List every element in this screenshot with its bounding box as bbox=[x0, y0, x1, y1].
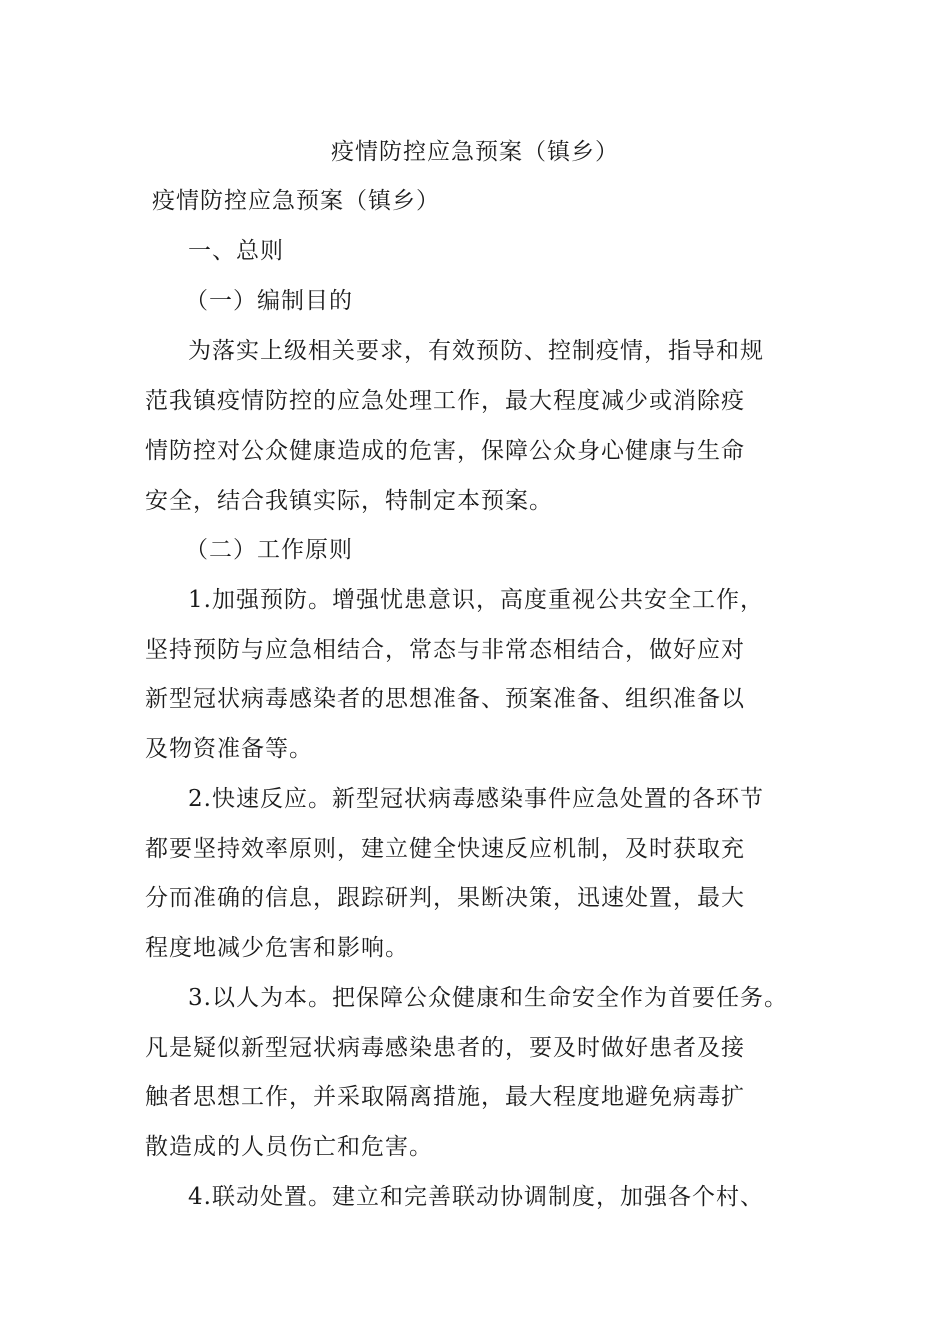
principle-1-line-2: 坚持预防与应急相结合，常态与非常态相结合，做好应对 bbox=[145, 637, 745, 663]
document-title: 疫情防控应急预案（镇乡） bbox=[331, 139, 619, 165]
principle-2-line-4: 程度地减少危害和影响。 bbox=[145, 935, 409, 961]
principle-4-line-1: 4.联动处置。建立和完善联动协调制度，加强各个村、 bbox=[188, 1184, 764, 1210]
principle-1-line-3: 新型冠状病毒感染者的思想准备、预案准备、组织准备以 bbox=[145, 686, 745, 712]
purpose-line-3: 情防控对公众健康造成的危害，保障公众身心健康与生命 bbox=[145, 438, 745, 464]
purpose-line-1: 为落实上级相关要求，有效预防、控制疫情，指导和规 bbox=[188, 338, 764, 364]
purpose-line-4: 安全，结合我镇实际，特制定本预案。 bbox=[145, 488, 553, 514]
principle-2-line-1: 2.快速反应。新型冠状病毒感染事件应急处置的各环节 bbox=[188, 786, 764, 812]
principle-1-line-4: 及物资准备等。 bbox=[145, 736, 313, 762]
principle-3-line-1: 3.以人为本。把保障公众健康和生命安全作为首要任务。 bbox=[188, 985, 788, 1011]
subsection-heading-principles: （二）工作原则 bbox=[185, 537, 353, 563]
section-heading-general: 一、总则 bbox=[188, 238, 284, 264]
principle-3-line-2: 凡是疑似新型冠状病毒感染患者的，要及时做好患者及接 bbox=[145, 1035, 745, 1061]
principle-1-line-1: 1.加强预防。增强忧患意识，高度重视公共安全工作， bbox=[188, 587, 764, 613]
subsection-heading-purpose: （一）编制目的 bbox=[185, 288, 353, 314]
principle-3-line-3: 触者思想工作，并采取隔离措施，最大程度地避免病毒扩 bbox=[145, 1084, 745, 1110]
principle-2-line-2: 都要坚持效率原则，建立健全快速反应机制，及时获取充 bbox=[145, 836, 745, 862]
principle-2-line-3: 分而准确的信息，跟踪研判，果断决策，迅速处置，最大 bbox=[145, 885, 745, 911]
purpose-line-2: 范我镇疫情防控的应急处理工作，最大程度减少或消除疫 bbox=[145, 388, 745, 414]
principle-3-line-4: 散造成的人员伤亡和危害。 bbox=[145, 1134, 433, 1160]
document-subtitle: 疫情防控应急预案（镇乡） bbox=[152, 188, 440, 214]
